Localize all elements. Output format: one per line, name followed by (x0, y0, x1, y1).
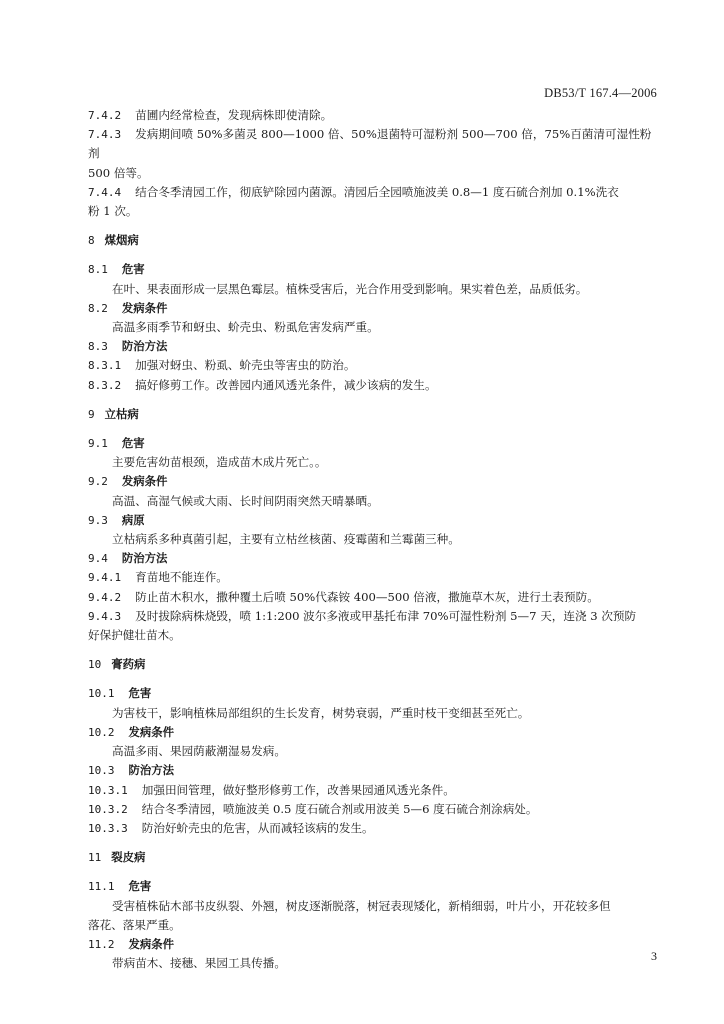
item-number: 9.4.3 (88, 609, 122, 623)
section-number: 8 (88, 234, 95, 248)
item-number: 8.3.1 (88, 359, 122, 373)
item-text: 结合冬季清园，喷施波美 0.5 度石硫合剂或用波美 5—6 度石硫合剂涂病处。 (141, 801, 538, 816)
subsection-number: 9.2 (88, 475, 108, 489)
numbered-item (88, 183, 658, 221)
subsection-heading (88, 434, 658, 453)
paragraph-text: 在叶、果表面形成一层黑色霉层。植株受害后，光合作用受到影响。果实着色差，品质低劣。 (112, 281, 588, 296)
numbered-item (88, 819, 658, 838)
subsection-title: 防治方法 (121, 551, 168, 566)
numbered-item (88, 356, 658, 375)
numbered-item (88, 106, 658, 125)
subsection-heading (88, 935, 658, 954)
section-heading (88, 848, 658, 867)
subsection-number: 11.2 (88, 937, 115, 951)
section-number: 11 (88, 851, 102, 865)
paragraph (88, 492, 658, 511)
section-heading (88, 655, 658, 674)
numbered-item (88, 781, 658, 800)
paragraph (88, 280, 658, 299)
section-title: 裂皮病 (111, 850, 146, 865)
paragraph-text: 受害植株砧木部书皮纵裂、外翘，树皮逐渐脱落，树冠表现矮化，新梢细弱，叶片小，开花较多但 (112, 898, 611, 913)
numbered-item (88, 125, 658, 183)
paragraph (88, 453, 658, 472)
section-number: 9 (88, 407, 95, 421)
subsection-number: 9.1 (88, 437, 108, 451)
item-text: 加强田间管理，做好整形修剪工作，改善果园通风透光条件。 (141, 782, 455, 797)
paragraph (88, 897, 658, 935)
item-text: 育苗地不能连作。 (135, 570, 228, 585)
document-code: DB53/T 167.4—2006 (544, 86, 657, 100)
subsection-title: 防治方法 (128, 763, 175, 778)
subsection-number: 10.3 (88, 764, 115, 778)
item-number: 7.4.2 (88, 109, 122, 122)
subsection-number: 8.2 (88, 301, 108, 315)
item-number: 10.3.2 (88, 802, 128, 816)
item-number: 10.3.1 (88, 783, 128, 797)
subsection-title: 危害 (121, 262, 145, 277)
subsection-number: 10.1 (88, 687, 115, 701)
section-heading (88, 231, 658, 250)
subsection-heading (88, 684, 658, 703)
item-text: 防止苗木积水，撒种覆土后喷 50%代森铵 400—500 倍液，撒施草木灰，进行土表预防。 (135, 589, 599, 604)
numbered-item (88, 607, 658, 645)
numbered-item (88, 588, 658, 607)
subsection-number: 10.2 (88, 725, 115, 739)
subsection-title: 危害 (128, 879, 152, 894)
item-text: 苗圃内经常检查，发现病株即使清除。 (135, 108, 333, 122)
paragraph-text: 高温、高湿气候或大雨、长时间阴雨突然天晴暴晒。 (112, 493, 379, 508)
subsection-title: 发病条件 (121, 474, 168, 489)
paragraph-text: 高温多雨季节和蚜虫、蚧壳虫、粉虱危害发病严重。 (112, 320, 379, 335)
subsection-heading (88, 761, 658, 780)
item-text: 发病期间喷 50%多菌灵 800—1000 倍、50%退菌特可湿粉剂 500—700 倍，75%百菌清可湿性粉剂 (88, 127, 652, 161)
page-number: 3 (651, 949, 657, 963)
item-text: 防治好蚧壳虫的危害，从而减轻该病的发生。 (141, 820, 374, 835)
paragraph-text: 带病苗木、接穗、果园工具传播。 (112, 956, 286, 971)
paragraph (88, 704, 658, 723)
subsection-title: 防治方法 (121, 339, 168, 354)
subsection-heading (88, 549, 658, 568)
item-text: 结合冬季清园工作，彻底铲除园内菌源。清园后全园喷施波美 0.8—1 度石硫合剂加 0.1%洗衣 (135, 184, 619, 199)
subsection-heading (88, 723, 658, 742)
numbered-item (88, 568, 658, 587)
paragraph-continuation: 落花、落果严重。 (88, 917, 181, 932)
paragraph (88, 530, 658, 549)
subsection-title: 病原 (121, 512, 145, 527)
subsection-number: 9.4 (88, 552, 108, 566)
subsection-number: 8.3 (88, 340, 108, 354)
paragraph (88, 954, 658, 973)
item-number: 8.3.2 (88, 378, 122, 392)
section-title: 煤烟病 (104, 233, 139, 248)
item-number: 7.4.4 (88, 185, 122, 199)
subsection-heading (88, 260, 658, 279)
item-continuation: 500 倍等。 (88, 165, 149, 180)
subsection-number: 11.1 (88, 880, 115, 894)
item-text: 加强对蚜虫、粉虱、蚧壳虫等害虫的防治。 (135, 358, 356, 373)
item-text: 及时拔除病株烧毁，喷 1:1:200 波尔多液或甲基托布津 70%可湿性粉剂 5—7 天，连浇 3 次预防 (135, 608, 637, 623)
subsection-heading (88, 337, 658, 356)
subsection-heading (88, 299, 658, 318)
section-title: 立枯病 (104, 406, 139, 421)
item-number: 7.4.3 (88, 128, 122, 142)
paragraph-text: 立枯病系多种真菌引起，主要有立枯丝核菌、疫霉菌和兰霉菌三种。 (112, 532, 460, 547)
section-title: 膏药病 (111, 657, 146, 672)
item-number: 9.4.1 (88, 571, 122, 585)
subsection-heading (88, 877, 658, 896)
subsection-title: 危害 (121, 436, 145, 451)
subsection-title: 发病条件 (128, 936, 175, 951)
item-text: 搞好修剪工作。改善园内通风透光条件，减少该病的发生。 (135, 377, 437, 392)
paragraph (88, 742, 658, 761)
section-heading (88, 405, 658, 424)
numbered-item (88, 800, 658, 819)
subsection-heading (88, 511, 658, 530)
paragraph (88, 318, 658, 337)
subsection-title: 危害 (128, 686, 152, 701)
item-number: 9.4.2 (88, 590, 122, 604)
paragraph-text: 主要危害幼苗根颈，造成苗木成片死亡。。 (112, 455, 327, 470)
paragraph-text: 为害枝干，影响植株局部组织的生长发育，树势衰弱，严重时枝干变细甚至死亡。 (112, 705, 530, 720)
subsection-title: 发病条件 (128, 724, 175, 739)
subsection-number: 9.3 (88, 513, 108, 527)
item-continuation: 好保护健壮苗木。 (88, 628, 181, 643)
subsection-number: 8.1 (88, 263, 108, 277)
document-body (88, 106, 658, 973)
numbered-item (88, 376, 658, 395)
subsection-heading (88, 472, 658, 491)
section-number: 10 (88, 658, 102, 672)
subsection-title: 发病条件 (121, 300, 168, 315)
item-number: 10.3.3 (88, 821, 128, 835)
paragraph-text: 高温多雨、果园荫蔽潮湿易发病。 (112, 744, 286, 759)
item-continuation: 粉 1 次。 (88, 204, 138, 219)
